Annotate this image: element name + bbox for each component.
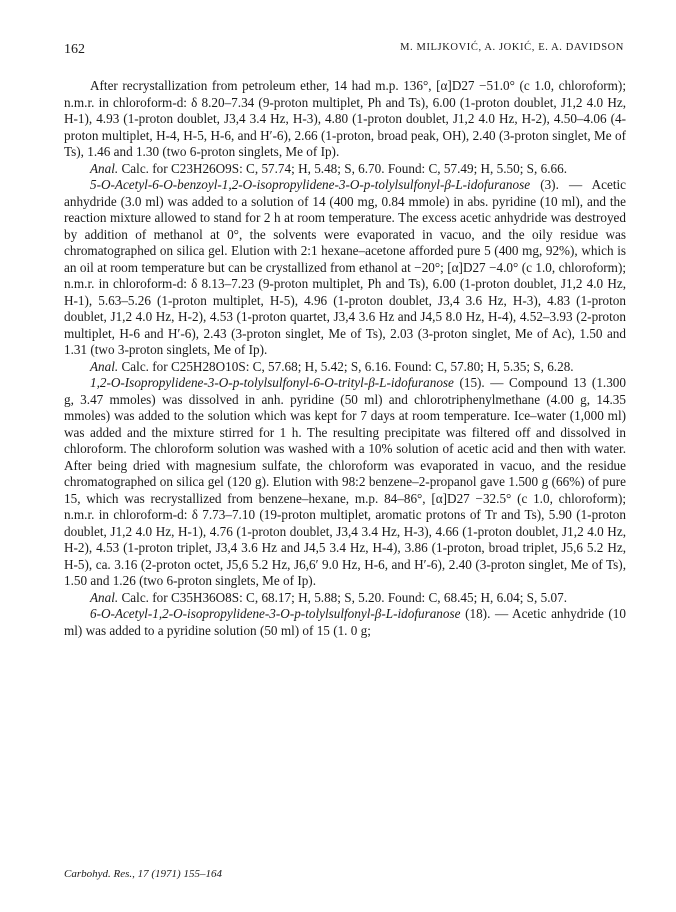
paragraph-analysis-14 [64, 161, 626, 178]
journal-citation-footer: Carbohyd. Res., 17 (1971) 155–164 [64, 868, 222, 880]
paragraph-text: (18). — Acetic anhydride (10 ml) was added to a pyridine solution (50 ml) of 15 (1. 0 g; [64, 606, 626, 638]
paragraph-text: Calc. for C25H28O10S: C, 57.68; H, 5.42; S, 6.16. Found: C, 57.80; H, 5.35; S, 6.28. [118, 358, 574, 374]
page-number: 162 [64, 42, 85, 57]
paragraph-analysis-3 [64, 359, 626, 376]
paragraph-compound-3-preparation [64, 177, 626, 359]
paragraph-text: (3). — Acetic anhydride (3.0 ml) was added to a solution of 14 (400 mg, 0.84 mmole) in abs. pyridine (10 ml), and the reaction mixture allowed to stand for 2 h at room temperature. The excess acetic anhydride was destroyed by addition of methanol at 0°, the solvents were evaporated in vacuo, and the oily residue was chromatographed on silica gel. Elution with 2:1 hexane–acetone afforded pure 5 (400 mg, 92%), which is an oil at room temperature but can be crystallized from ethanol at −20°; [α]D27 −4.0° (c 1.0, chloroform); n.m.r. in chloroform-d: δ 8.13–7.23 (9-proton multiplet, Ph and Ts), 6.00 (1-proton doublet, J1,2 4.0 Hz, H-1), 5.63–5.26 (1-proton multiplet, H-5), 4.96 (1-proton doublet, J3,4 3.6 Hz, H-3), 4.83 (1-proton doublet, J1,2 4.0 Hz, H-2), 4.53 (1-proton quartet, J3,4 3.6 Hz and J4,5 8.0 Hz, H-4), 4.52–3.93 (2-proton multiplet, H-6 and H′-6), 2.43 (3-proton singlet, Me of Ts), 2.03 (3-proton singlet, Me of Ac), 1.50 and 1.31 (two 3-proton singlets, Me of Ip). [64, 177, 626, 357]
running-head-authors: M. MILJKOVIĆ, A. JOKIĆ, E. A. DAVIDSON [400, 42, 624, 53]
paragraph-text: After recrystallization from petroleum ether, 14 had m.p. 136°, [α]D27 −51.0° (c 1.0, chloroform); n.m.r. in chloroform-d: δ 8.20–7.34 (9-proton multiplet, Ph and Ts), 6.00 (1-proton doublet, J1,2 4.0 Hz, H-1), 4.93 (1-proton doublet, J3,4 3.4 Hz, H-3), 4.80 (1-proton doublet, J1,2 4.0 Hz, H-2), 4.50–4.06 (4-proton multiplet, H-4, H-5, H-6, and H′-6), 2.66 (1-proton, broad peak, OH), 2.40 (3-proton singlet, Me of Ts), 1.46 and 1.30 (two 6-proton singlets, Me of Ip). [64, 78, 626, 159]
paragraph-analysis-15 [64, 590, 626, 607]
paragraph-text: Calc. for C23H26O9S: C, 57.74; H, 5.48; S, 6.70. Found: C, 57.49; H, 5.50; S, 6.66. [118, 160, 567, 176]
paragraph-compound-18-preparation [64, 606, 626, 639]
paragraph-lead: 5-O-Acetyl-6-O-benzoyl-1,2-O-isopropylidene-3-O-p-tolylsulfonyl-β-L-idofuranose [90, 177, 531, 192]
paragraph-compound-15-preparation [64, 375, 626, 590]
page-header [64, 42, 624, 62]
paragraph-lead: Anal. [90, 160, 119, 176]
paragraph-lead: 1,2-O-Isopropylidene-3-O-p-tolylsulfonyl-6-O-trityl-β-L-idofuranose [90, 375, 454, 390]
paragraph-lead: 6-O-Acetyl-1,2-O-isopropylidene-3-O-p-tolylsulfonyl-β-L-idofuranose [90, 606, 461, 621]
paragraph-text: (15). — Compound 13 (1.300 g, 3.47 mmoles) was dissolved in anh. pyridine (50 ml) and chlorotriphenylmethane (4.00 g, 14.35 mmoles) was added to the solution which was kept for 7 days at room temperature. Ice–water (1,000 ml) was added and the mixture stirred for 1 h. The resulting precipitate was filtered off and dissolved in chloroform. The chloroform solution was washed with a 10% solution of acetic acid and then with water. After being dried with magnesium sulfate, the chloroform was evaporated in vacuo, and the residue chromatographed on silica gel (120 g). Elution with 98:2 benzene–2-propanol gave 1.500 g (66%) of pure 15, which was recrystallized from benzene–hexane, m.p. 84–86°, [α]D27 −32.5° (c 1.0, chloroform); n.m.r. in chloroform-d: δ 7.73–7.10 (19-proton multiplet, aromatic protons of Tr and Ts), 5.90 (1-proton doublet, J1,2 4.0 Hz, H-1), 4.76 (1-proton doublet, J3,4 3.4 Hz, H-3), 4.66 (1-proton doublet, J1,2 4.0 Hz, H-2), 4.53 (1-proton triplet, J3,4 3.6 Hz and J4,5 3.4 Hz, H-4), 3.86 (1-proton, broad triplet, J5,6 5.2 Hz, H-5), ca. 3.16 (2-proton octet, J5,6 5.2 Hz, J6,6′ 9.0 Hz, H-6, and H′-6), 2.40 (3-proton singlet, Me of Ts), 1.50 and 1.26 (two 6-proton singlets, Me of Ip). [64, 375, 626, 588]
article-body [64, 78, 626, 639]
paragraph-compound-14-data [64, 78, 626, 161]
paragraph-text: Calc. for C35H36O8S: C, 68.17; H, 5.88; S, 5.20. Found: C, 68.45; H, 6.04; S, 5.07. [118, 589, 567, 605]
paragraph-lead: Anal. [90, 589, 119, 605]
paragraph-lead: Anal. [90, 358, 119, 374]
